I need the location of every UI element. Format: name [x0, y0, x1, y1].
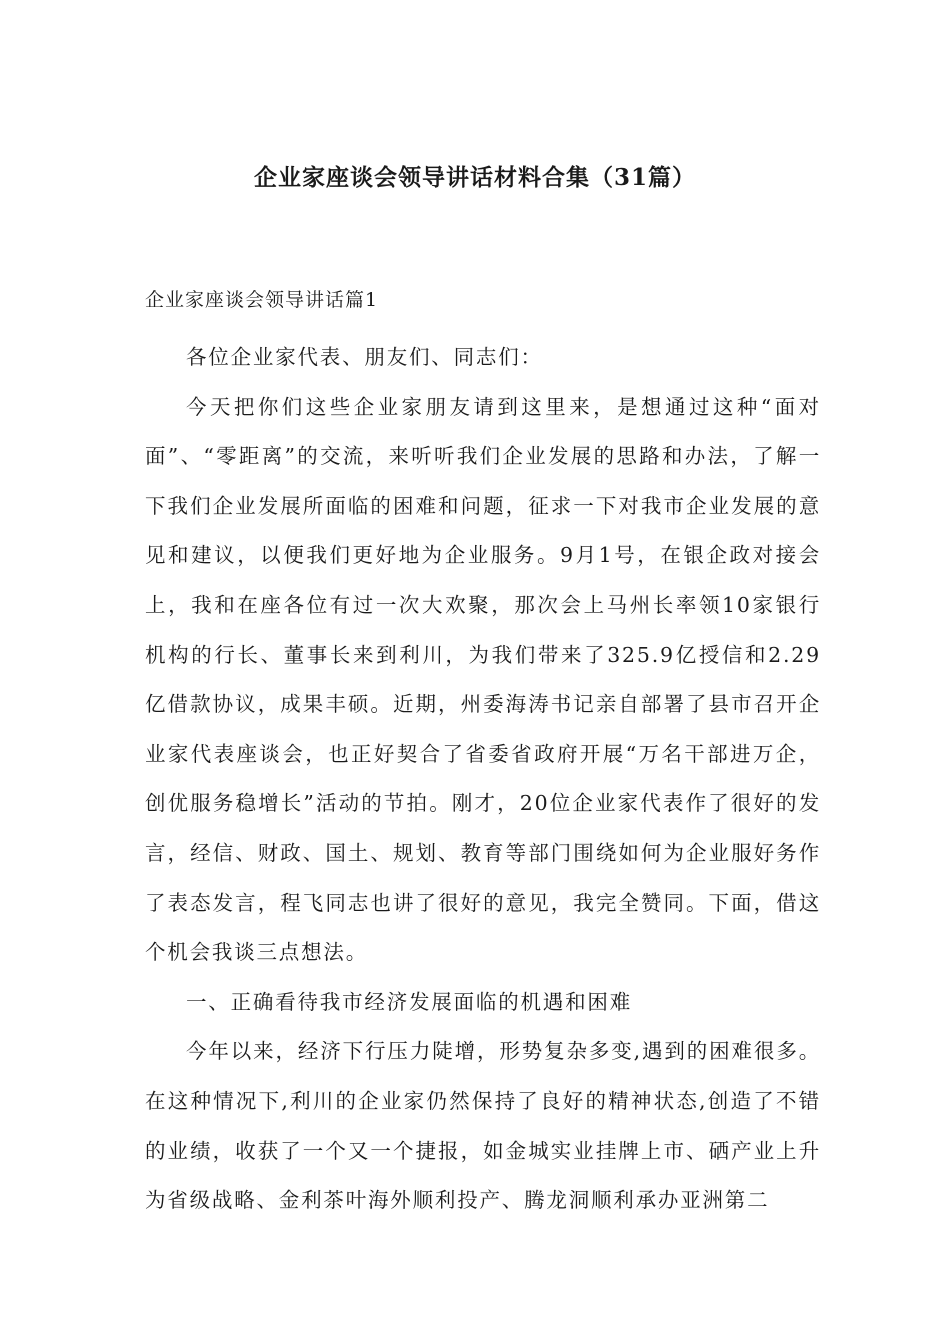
body-paragraph: 今天把你们这些企业家朋友请到这里来，是想通过这种“面对面”、“零距离”的交流，来听听我们企业发展的思路和办法，了解一下我们企业发展所面临的困难和问题，征求一下对我市企业发展的意见和建议，以便我们更好地为企业服务。9月1号，在银企政对接会上，我和在座各位有过一次大欢聚，那次会上马州长率领10家银行机构的行长、董事长来到利川，为我们带来了325.9亿授信和2.29亿借款协议，成果丰硕。近期，州委海涛书记亲自部署了县市召开企业家代表座谈会，也正好契合了省委省政府开展“万名干部进万企，创优服务稳增长”活动的节拍。刚才，20位企业家代表作了很好的发言，经信、财政、国土、规划、教育等部门围绕如何为企业服好务作了表态发言，程飞同志也讲了很好的意见，我完全赞同。下面，借这个机会我谈三点想法。: [145, 394, 821, 965]
salutation-paragraph: 各位企业家代表、朋友们、同志们：: [186, 345, 543, 369]
section-heading: 企业家座谈会领导讲话篇1: [145, 289, 379, 311]
body-paragraph: 今年以来，经济下行压力陡增，形势复杂多变,遇到的困难很多。在这种情况下,利川的企业家仍然保持了良好的精神状态,创造了不错的业绩，收获了一个又一个捷报，如金城实业挂牌上市、硒产业上升为省级战略、金利茶叶海外顺利投产、腾龙洞顺利承办亚洲第二: [145, 1039, 821, 1213]
subsection-heading: 一、正确看待我市经济发展面临的机遇和困难: [186, 989, 632, 1014]
document-title: 企业家座谈会领导讲话材料合集（31篇）: [253, 164, 696, 191]
document-body: [145, 333, 821, 1226]
